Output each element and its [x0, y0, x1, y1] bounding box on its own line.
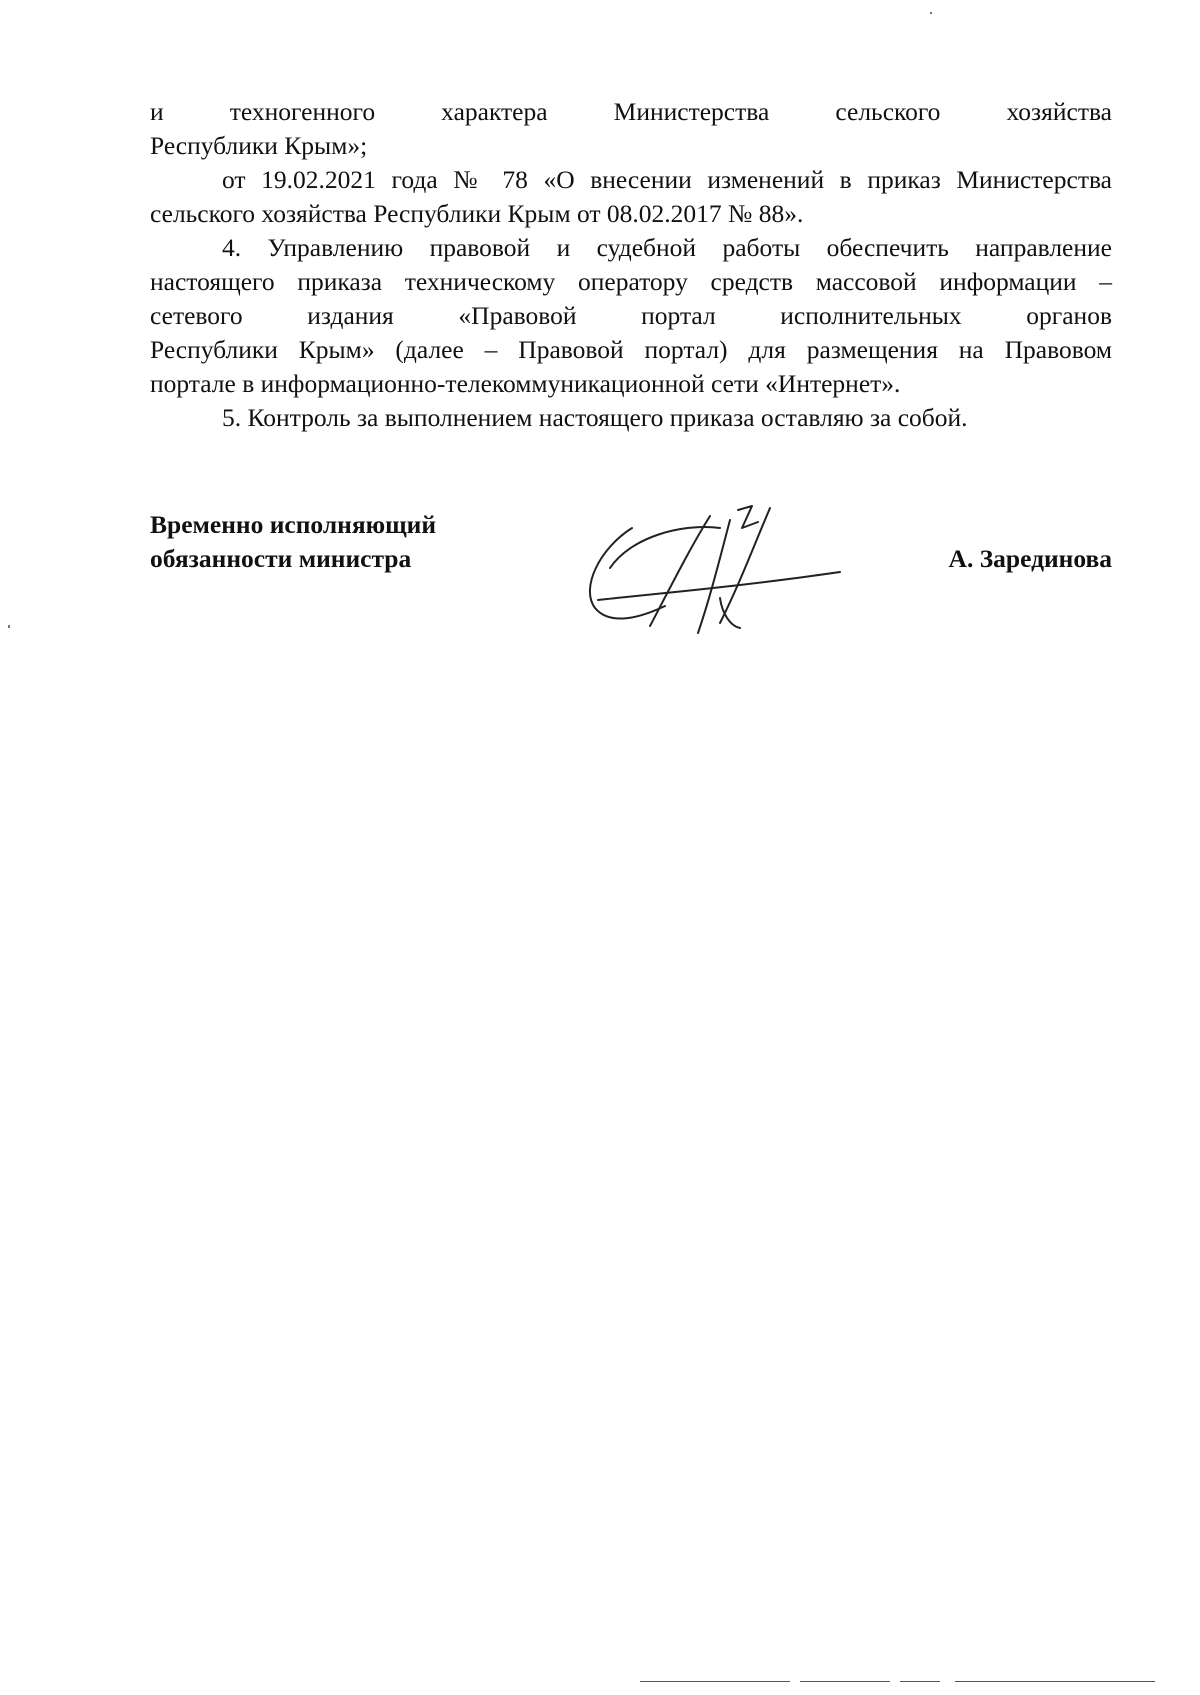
scan-speck	[930, 12, 932, 14]
footer-rule-1	[640, 1681, 790, 1682]
paragraph-line: Республики Крым»;	[150, 131, 368, 160]
signer-title-line-2: обязанности министра	[150, 544, 412, 573]
paragraph-line: сельского хозяйства Республики Крым от 08.02.2017 № 88».	[150, 199, 804, 228]
paragraph-line: от 19.02.2021 года № 78 «О внесении изменений в приказ Министерства	[222, 165, 1112, 194]
paragraph-line: и техногенного характера Министерства сельского хозяйства	[150, 97, 1112, 126]
signature-block	[150, 508, 1112, 628]
scan-speck	[8, 625, 10, 628]
paragraph-line: Республики Крым» (далее – Правовой портал) для размещения на Правовом	[150, 335, 1112, 364]
signer-title	[150, 508, 436, 576]
footer-rule-2	[800, 1681, 890, 1682]
paragraph-line: сетевого издания «Правовой портал исполнительных органов	[150, 301, 1112, 330]
paragraph	[150, 95, 1112, 163]
handwritten-signature	[570, 498, 930, 638]
footer-rule-3	[900, 1681, 940, 1682]
footer-rule-4	[955, 1681, 1155, 1682]
signer-title-line-1: Временно исполняющий	[150, 510, 437, 539]
signer-name: А. Зарединова	[948, 544, 1112, 573]
paragraph	[150, 231, 1112, 401]
paragraph	[150, 163, 1112, 231]
paragraph-line: 4. Управлению правовой и судебной работы обеспечить направление	[222, 233, 1112, 262]
paragraph-line: настоящего приказа техническому оператору средств массовой информации –	[150, 267, 1112, 296]
paragraph-line: портале в информационно-телекоммуникационной сети «Интернет».	[150, 369, 901, 398]
document-body	[150, 95, 1112, 435]
paragraph-line: 5. Контроль за выполнением настоящего приказа оставляю за собой.	[222, 403, 968, 432]
paragraph	[150, 401, 1112, 435]
